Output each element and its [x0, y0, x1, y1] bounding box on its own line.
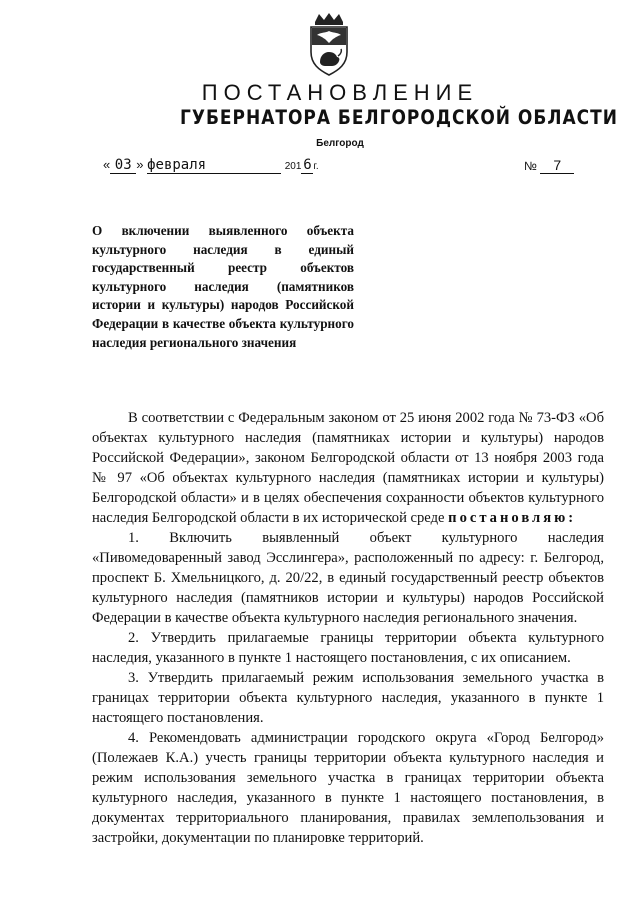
- date-line: [103, 157, 319, 174]
- number-label: №: [524, 159, 537, 173]
- date-open-quote: «: [103, 157, 111, 172]
- list-item: 3. Утвердить прилагаемый режим использования земельного участка в границах территории объекта культурного наследия, указанного в пункте 1 настоящего постановления.: [92, 670, 604, 726]
- decree-word: постановляю:: [448, 510, 577, 526]
- list-item: 1. Включить выявленный объект культурного наследия «Пивомедоваренный завод Эсслингера», расположенный по адресу: г. Белгород, проспект Б. Хмельницкого, д. 20/22, в единый государственный реестр объектов культурного наследия (памятников истории и культуры) народов Российской Федерации в качестве объекта культурного наследия регионального значения.: [92, 530, 604, 626]
- document-body: [92, 408, 604, 848]
- date-close-quote: »: [136, 157, 144, 172]
- intro-paragraph: [92, 408, 604, 528]
- date-year-end: г.: [313, 161, 319, 172]
- intro-text: В соответствии с Федеральным законом от 25 июня 2002 года № 73-ФЗ «Об объектах культурного наследия (памятниках истории и культуры) народов Российской Федерации», законом Белгородской области от 13 ноября 2003 года № 97 «Об объектах культурного наследия (памятниках истории и культуры) Белгородской области» и в целях обеспечения сохранности объектов культурного наследия Белгородской области в их исторической среде: [92, 410, 604, 526]
- document-type: ПОСТАНОВЛЕНИЕ: [201, 80, 479, 105]
- number-line: [524, 157, 574, 174]
- date-year-suffix: 6: [303, 157, 312, 173]
- list-item: 2. Утвердить прилагаемые границы территории объекта культурного наследия, указанного в пункте 1 настоящего постановления, с их описанием.: [92, 630, 604, 666]
- coat-of-arms-icon: [305, 12, 353, 78]
- list-item: 4. Рекомендовать администрации городского округа «Город Белгород» (Полежаев К.А.) учесть границы территории объекта культурного наследия и режим использования земельного участка в границах территории объекта культурного наследия, указанного в пункте 1 настоящего постановления, в документах территориального планирования, правилах землепользования и застройки, документации по планировке территорий.: [92, 730, 604, 846]
- date-year-prefix: 201: [284, 161, 302, 172]
- document-number: 7: [540, 157, 574, 174]
- date-month: февраля: [147, 157, 281, 174]
- city-name: Белгород: [316, 138, 364, 149]
- issuing-authority: ГУБЕРНАТОРА БЕЛГОРОДСКОЙ ОБЛАСТИ: [180, 106, 618, 130]
- document-heading: О включении выявленного объекта культурного наследия в единый государственный реестр объектов культурного наследия (памятников истории и культуры) народов Российской Федерации в качестве объекта культурного наследия регионального значения: [92, 223, 354, 350]
- date-day: 03: [110, 157, 136, 174]
